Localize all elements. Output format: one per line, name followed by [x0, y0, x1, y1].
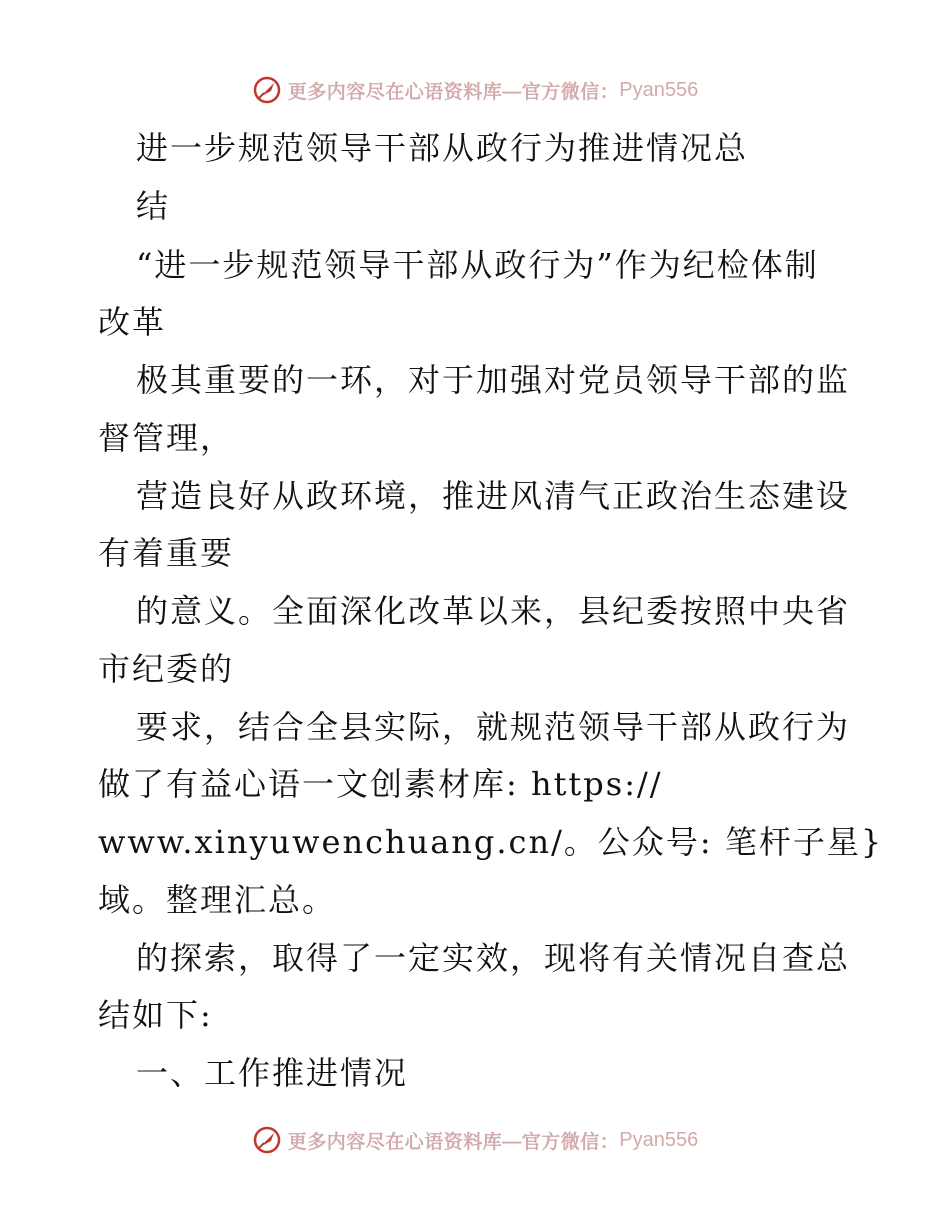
watermark-text: 更多内容尽在心语资料库—官方微信：	[287, 81, 620, 103]
document-title-line-2: 结	[136, 187, 171, 225]
paragraph-line: 极其重要的一环，对于加强对党员领导干部的监	[136, 361, 851, 399]
paragraph-line: 的探索，取得了一定实效，现将有关情况自查总	[136, 939, 851, 977]
quill-logo-icon	[252, 1125, 282, 1155]
paragraph-line: 做了有益心语一文创素材库: https://	[98, 765, 663, 803]
paragraph-line: 要求，结合全县实际，就规范领导干部从政行为	[136, 708, 851, 746]
watermark-wechat-id: Pyan556	[619, 78, 699, 101]
watermark-text: 更多内容尽在心语资料库—官方微信：	[287, 1131, 620, 1153]
paragraph-line: 改革	[98, 303, 167, 341]
paragraph-line: “进一步规范领导干部从政行为”作为纪检体制	[136, 246, 819, 284]
paragraph-line: 域。整理汇总。	[98, 881, 337, 919]
paragraph-line: 结如下:	[98, 996, 213, 1034]
paragraph-line: 督管理，	[98, 419, 235, 457]
watermark-footer	[0, 1120, 950, 1160]
paragraph-line: 有着重要	[98, 534, 235, 572]
paragraph-line: www.xinyuwenchuang.cn/。公众号: 笔杆子星}	[98, 823, 884, 861]
paragraph-line: 市纪委的	[98, 650, 235, 688]
watermark-header	[0, 70, 950, 110]
document-title-line-1: 进一步规范领导干部从政行为推进情况总	[136, 129, 749, 167]
paragraph-line: 的意义。全面深化改革以来，县纪委按照中央省	[136, 592, 851, 630]
paragraph-line: 营造良好从政环境，推进风清气正政治生态建设	[136, 477, 851, 515]
quill-logo-icon	[252, 75, 282, 105]
watermark-wechat-id: Pyan556	[619, 1128, 699, 1151]
section-heading: 一、工作推进情况	[136, 1054, 409, 1092]
